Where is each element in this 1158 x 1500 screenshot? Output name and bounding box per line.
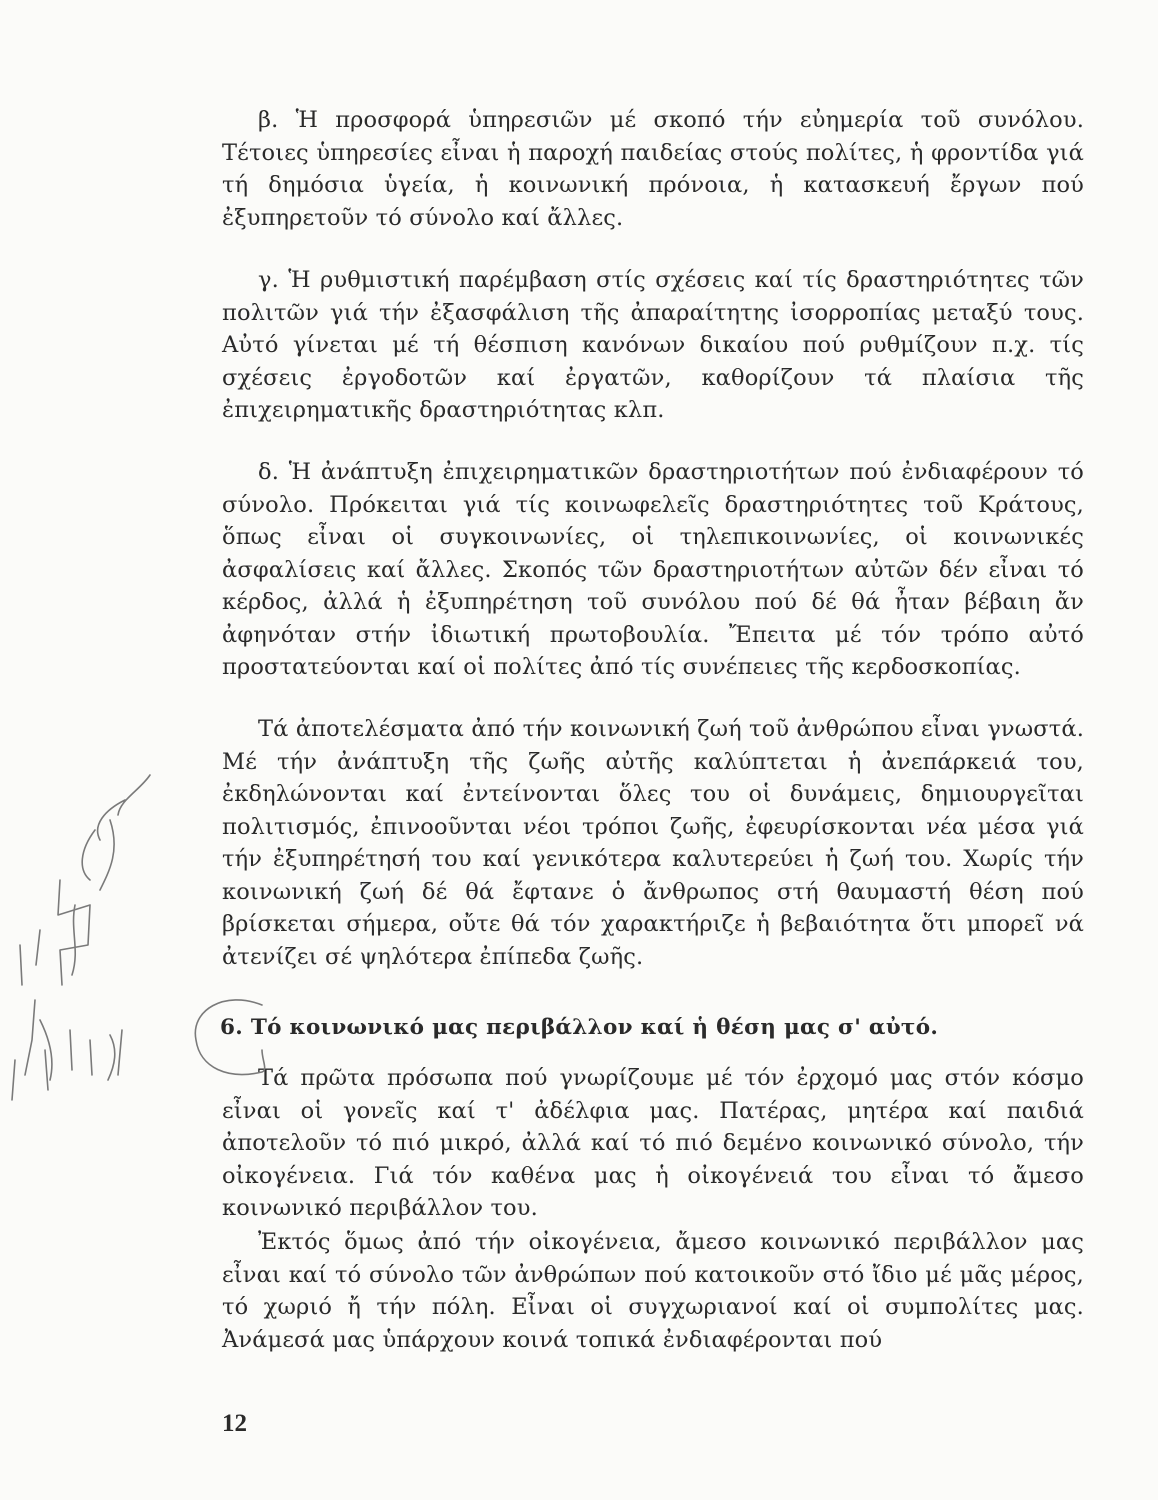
paragraph-g: γ. Ἡ ρυθμιστική παρέμβαση στίς σχέσεις καί τίς δραστηριότητες τῶν πολιτῶν γιά τήν ἐξασφάλιση τῆς ἀπαραίτητης ἰσορροπίας μεταξύ τους. Αὐτό γίνεται μέ τή θέσπιση κανόνων δικαίου πού ρυθμίζουν π.χ. τίς σχέσεις ἐργοδοτῶν καί ἐργατῶν, καθορίζουν τά πλαίσια τῆς ἐπιχειρηματικῆς δραστηριότητας κλπ. [222, 267, 1084, 423]
paragraph-local-community: Ἐκτός ὅμως ἀπό τήν οἰκογένεια, ἄμεσο κοινωνικό περιβάλλον μας εἶναι καί τό σύνολο τῶν ἀνθρώπων πού κατοικοῦν στό ἴδιο μέ μᾶς μέρος, τό χωριό ἤ τήν πόλη. Εἶναι οἱ συγχωριανοί καί οἱ συμπολίτες μας. Ἀνάμεσά μας ὑπάρχουν κοινά τοπικά ἐνδιαφέρονται πού [222, 1229, 1084, 1353]
paragraph-social-life-results: Τά ἀποτελέσματα ἀπό τήν κοινωνική ζωή τοῦ ἀνθρώπου εἶναι γνωστά. Μέ τήν ἀνάπτυξη τῆς ζωῆς αὐτῆς καλύπτεται ἡ ἀνεπάρκειά του, ἐκδηλώνονται καί ἐντείνονται ὅλες του οἱ δυνάμεις, δημιουργεῖται πολιτισμός, ἐπινοοῦνται νέοι τρόποι ζωῆς, ἐφευρίσκονται νέα μέσα γιά τήν ἐξυπηρέτησή του καί γενικότερα καλυτερεύει ἡ ζωή του. Χωρίς τήν κοινωνική ζωή δέ θά ἔφτανε ὁ ἄνθρωπος στή θαυμαστή θέση πού βρίσκεται σήμερα, οὔτε θά τόν χαρακτήριζε ἡ βεβαιότητα ὅτι μπορεῖ νά ἀτενίζει σέ ψηλότερα ἐπίπεδα ζωῆς. [222, 716, 1084, 970]
margin-scribble-mid [20, 880, 90, 985]
paragraph-family: Τά πρῶτα πρόσωπα πού γνωρίζουμε μέ τόν ἐρχομό μας στόν κόσμο εἶναι οἱ γονεῖς καί τ' ἀδέλφια μας. Πατέρας, μητέρα καί παιδιά ἀποτελοῦν τό πιό μικρό, ἀλλά καί τό πιό δεμένο κοινωνικό σύνολο, τήν οἰκογένεια. Γιά τόν καθένα μας ἡ οἰκογένειά του εἶναι τό ἄμεσο κοινωνικό περιβάλλον του. [222, 1065, 1084, 1221]
section-heading: 6. Τό κοινωνικό μας περιβάλλον καί ἡ θέση μας σ' αὐτό. [220, 1015, 939, 1040]
margin-scribble-bottom [12, 1000, 122, 1100]
page-number: 12 [222, 1410, 247, 1437]
paragraph-d: δ. Ἡ ἀνάπτυξη ἐπιχειρηματικῶν δραστηριοτήτων πού ἐνδιαφέρουν τό σύνολο. Πρόκειται γιά τίς κοινωφελεῖς δραστηριότητες τοῦ Κράτους, ὅπως εἶναι οἱ συγκοινωνίες, οἱ τηλεπικοινωνίες, οἱ κοινωνικές ἀσφαλίσεις καί ἄλλες. Σκοπός τῶν δραστηριοτήτων αὐτῶν δέν εἶναι τό κέρδος, ἀλλά ἡ ἐξυπηρέτηση τοῦ συνόλου πού δέ θά ἦταν βέβαιη ἄν ἀφηνόταν στήν ἰδιωτική πρωτοβουλία. Ἔπειτα μέ τόν τρόπο αὐτό προστατεύονται καί οἱ πολίτες ἀπό τίς συνέπειες τῆς κερδοσκοπίας. [222, 459, 1084, 680]
margin-scribble-top [82, 775, 150, 890]
paragraph-b: β. Ἡ προσφορά ὑπηρεσιῶν μέ σκοπό τήν εὐημερία τοῦ συνόλου. Τέτοιες ὑπηρεσίες εἶναι ἡ παροχή παιδείας στούς πολίτες, ἡ φροντίδα γιά τή δημόσια ὑγεία, ἡ κοινωνική πρόνοια, ἡ κατασκευή ἔργων πού ἐξυπηρετοῦν τό σύνολο καί ἄλλες. [222, 107, 1084, 231]
